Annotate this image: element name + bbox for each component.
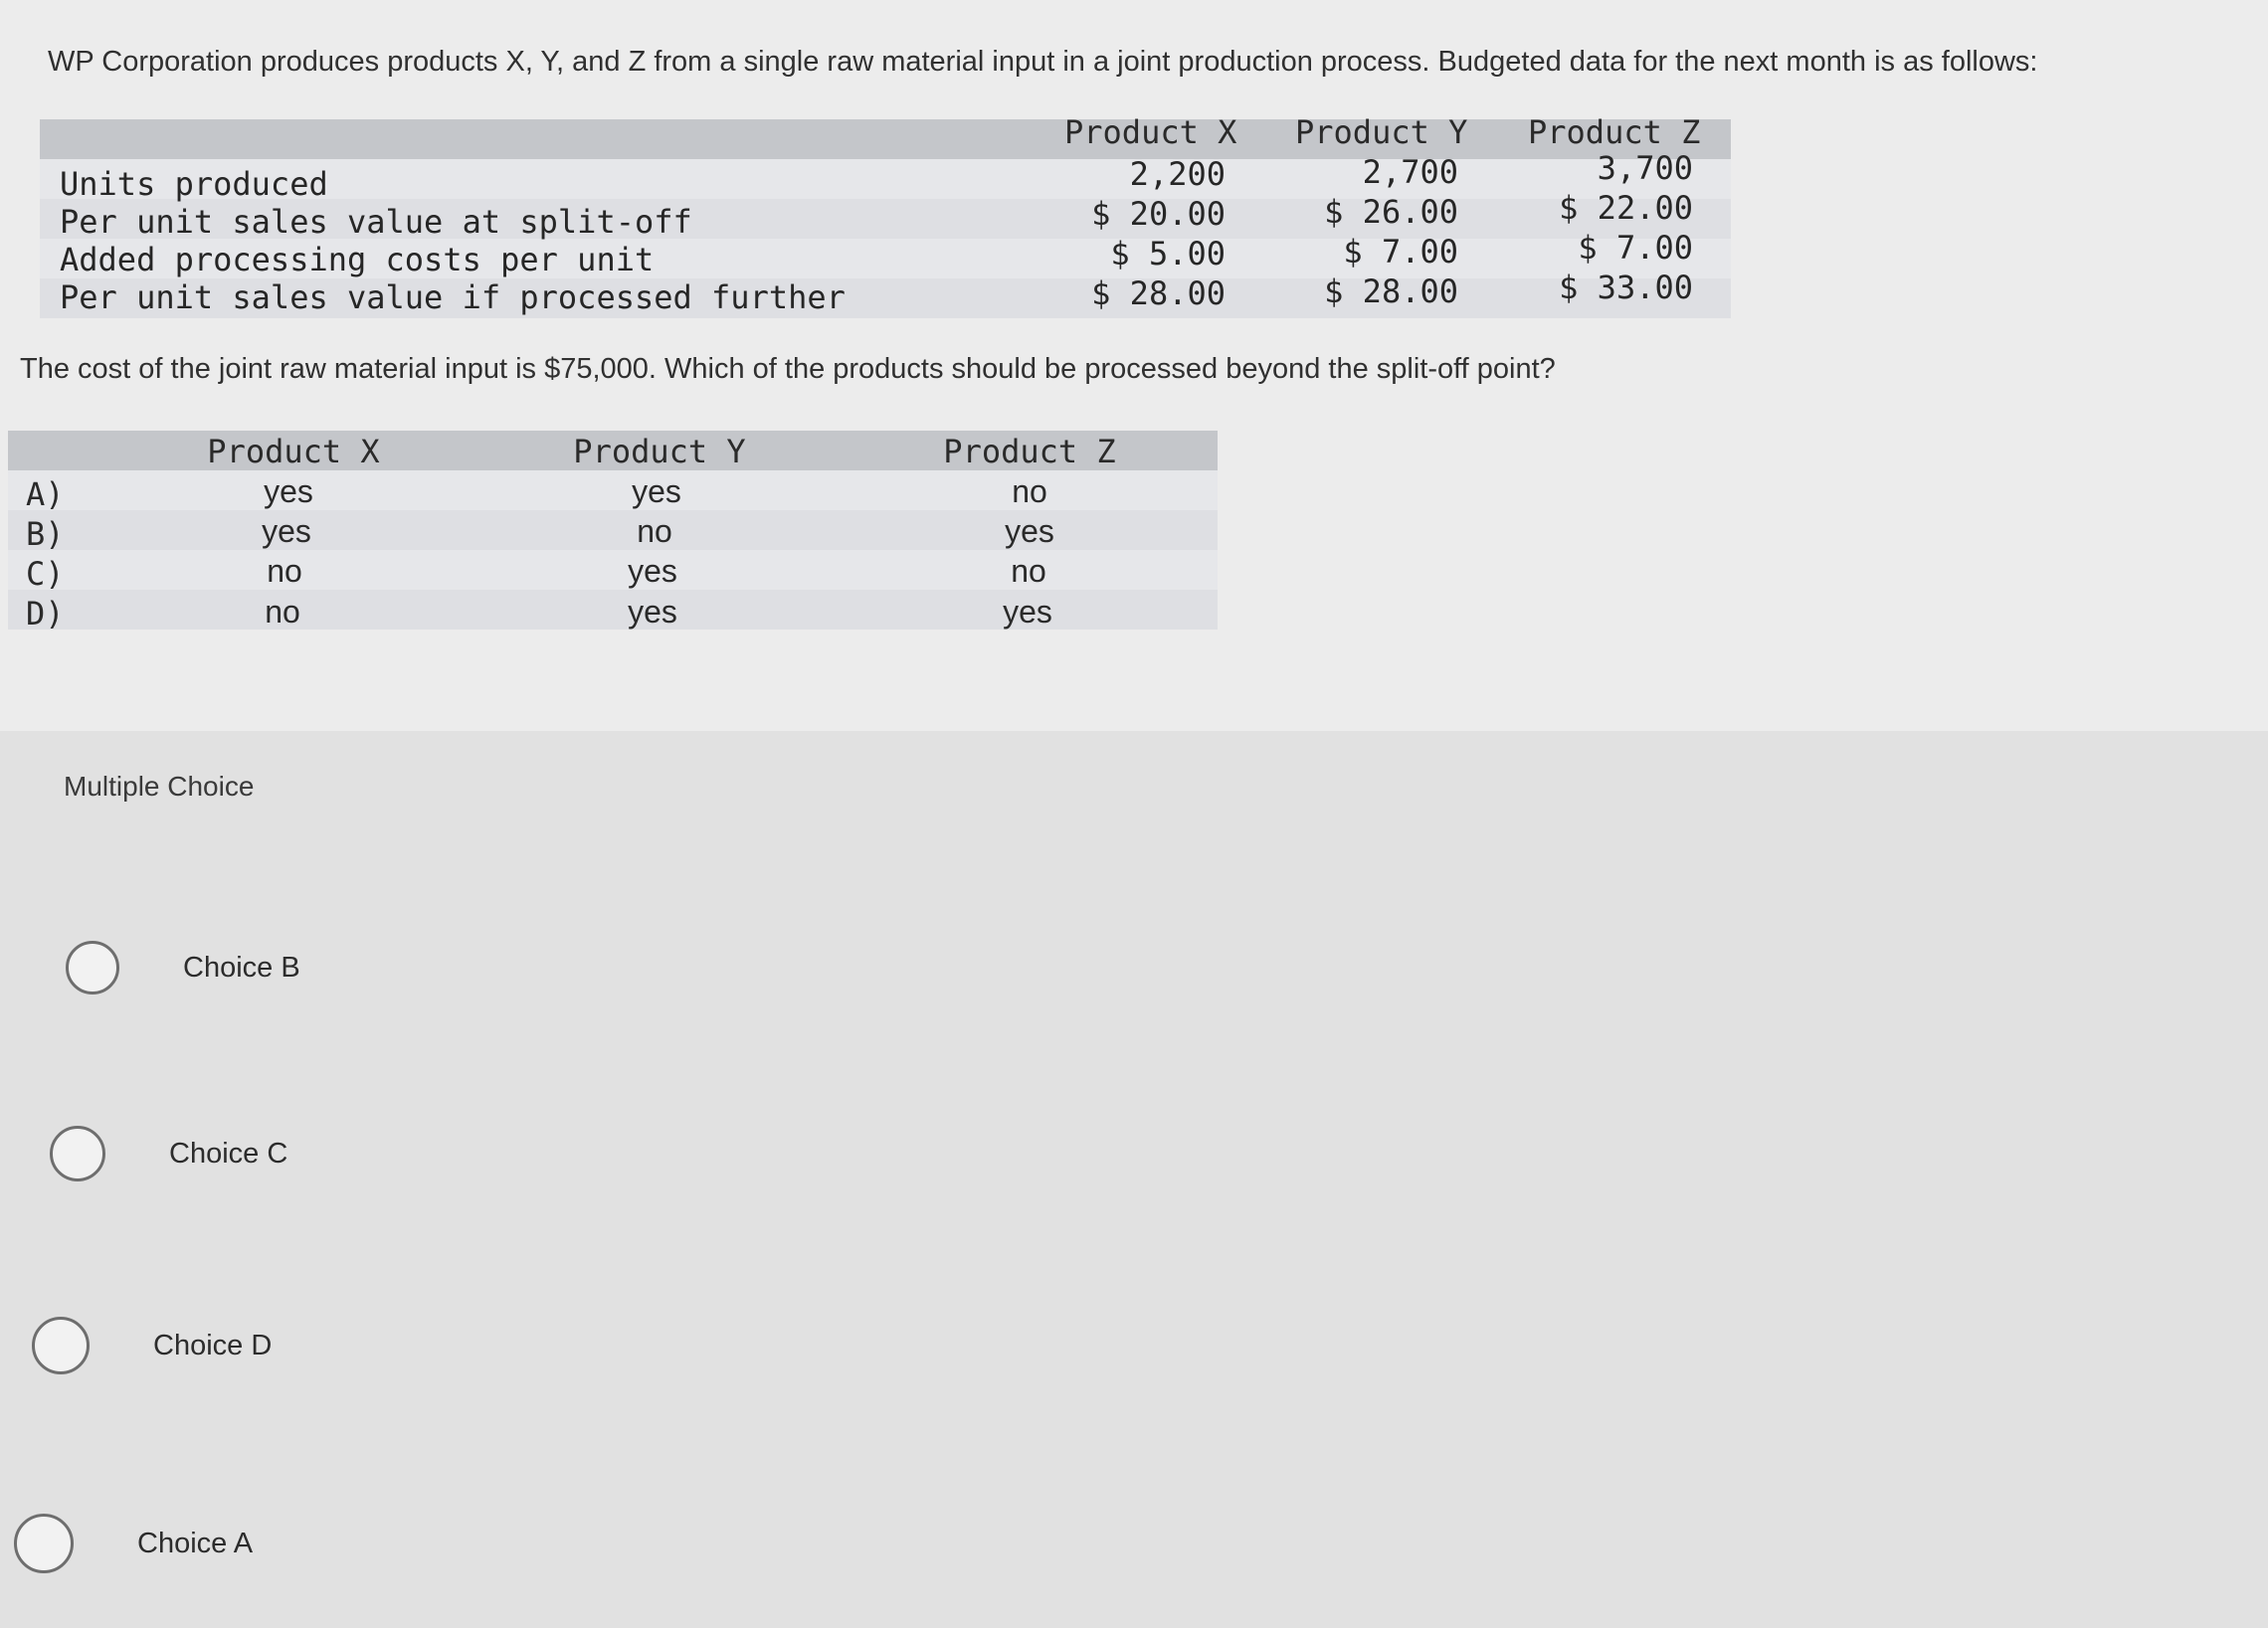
option-letter-a: A) <box>26 475 65 513</box>
radio-button[interactable] <box>66 941 119 995</box>
option-a-product-z: no <box>1012 473 1047 509</box>
choice-option-c[interactable] <box>50 1126 287 1181</box>
column-header-product-x: Product X <box>1064 113 1237 151</box>
radio-button[interactable] <box>50 1126 105 1181</box>
cell-units-z: 3,700 <box>1597 149 1693 187</box>
cell-processed-y: $ 28.00 <box>1324 272 1458 310</box>
choice-option-a[interactable] <box>14 1514 253 1573</box>
cell-processed-z: $ 33.00 <box>1559 269 1693 306</box>
option-d-product-x: no <box>265 594 300 630</box>
cell-split-off-y: $ 26.00 <box>1324 193 1458 231</box>
cell-added-costs-z: $ 7.00 <box>1578 229 1693 267</box>
option-c-product-y: yes <box>628 553 677 589</box>
options-header-product-y: Product Y <box>573 433 746 470</box>
option-letter-d: D) <box>26 595 65 633</box>
option-b-product-y: no <box>637 513 672 549</box>
choice-option-b[interactable] <box>66 941 300 995</box>
choice-label: Choice C <box>169 1137 288 1170</box>
radio-button[interactable] <box>32 1317 90 1374</box>
cell-units-x: 2,200 <box>1129 155 1226 193</box>
option-letter-b: B) <box>26 515 65 553</box>
row-label-units-produced: Units produced <box>60 165 328 203</box>
option-letter-c: C) <box>26 555 65 593</box>
choice-label: Choice D <box>153 1329 273 1361</box>
multiple-choice-title: Multiple Choice <box>64 771 255 802</box>
cell-split-off-z: $ 22.00 <box>1559 189 1693 227</box>
cell-added-costs-x: $ 5.00 <box>1110 235 1226 272</box>
radio-button[interactable] <box>14 1514 74 1573</box>
option-d-product-z: yes <box>1003 594 1052 630</box>
cell-units-y: 2,700 <box>1362 153 1458 191</box>
option-b-product-z: yes <box>1005 513 1054 549</box>
question-intro: WP Corporation produces products X, Y, and Z from a single raw material input in a joint production process. Budgeted data for the next month is as follows: <box>48 46 2038 78</box>
choice-option-d[interactable] <box>32 1317 272 1374</box>
choice-label: Choice B <box>183 951 300 984</box>
multiple-choice-panel <box>0 731 2268 1628</box>
column-header-product-z: Product Z <box>1528 113 1701 151</box>
option-a-product-y: yes <box>632 473 681 509</box>
options-header-product-x: Product X <box>207 433 380 470</box>
row-label-sales-processed: Per unit sales value if processed further <box>60 278 846 316</box>
option-c-product-z: no <box>1011 553 1046 589</box>
option-b-product-x: yes <box>262 513 311 549</box>
data-table-header-bar <box>40 119 1731 159</box>
options-header-product-z: Product Z <box>943 433 1116 470</box>
cell-processed-x: $ 28.00 <box>1091 274 1226 312</box>
option-a-product-x: yes <box>264 473 313 509</box>
cell-split-off-x: $ 20.00 <box>1091 195 1226 233</box>
option-c-product-x: no <box>267 553 302 589</box>
option-d-product-y: yes <box>628 594 677 630</box>
cell-added-costs-y: $ 7.00 <box>1343 233 1458 271</box>
question-text: The cost of the joint raw material input is $75,000. Which of the products should be processed beyond the split-off point? <box>20 353 1556 385</box>
row-label-added-costs: Added processing costs per unit <box>60 241 655 278</box>
row-label-sales-split-off: Per unit sales value at split-off <box>60 203 692 241</box>
choice-label: Choice A <box>137 1527 254 1559</box>
column-header-product-y: Product Y <box>1295 113 1468 151</box>
